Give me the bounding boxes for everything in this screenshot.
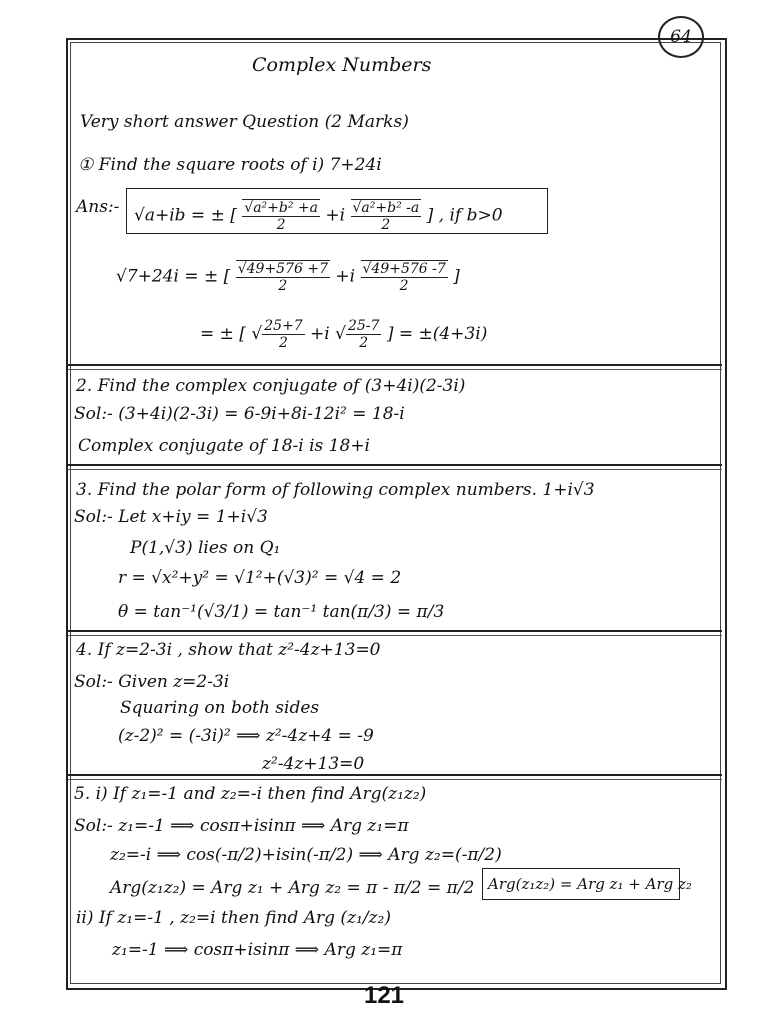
q3-question: 3. Find the polar form of following complex numbers. 1+i√3 <box>76 480 595 500</box>
q4-line2: (z-2)² = (-3i)² ⟹ z²-4z+4 = -9 <box>118 726 374 746</box>
q1-line2: √7+24i = ± [ $\frac{√49+576 +7}{2}$ +i $\frac{√49+576 -7}{2}$ ] <box>116 261 460 294</box>
page-title: Complex Numbers <box>252 54 432 76</box>
divider <box>68 469 722 470</box>
page-number: 121 <box>363 982 405 1009</box>
divider <box>68 635 722 636</box>
q3-line2: r = √x²+y² = √1²+(√3)² = √4 = 2 <box>118 568 402 588</box>
q5-line2: Arg(z₁z₂) = Arg z₁ + Arg z₂ = π - π/2 = π/2 <box>110 878 475 898</box>
q1-formula: √a+ib = ± [ $\frac{\text{√a²+b² +a}}{2}$ +i $\frac{\text{√a²+b² -a}}{2}$ ] , if b>0 <box>134 200 503 233</box>
q5-boxed-formula: Arg(z₁z₂) = Arg z₁ + Arg z₂ <box>488 875 692 893</box>
q5-solution: Sol:- z₁=-1 ⟹ cosπ+isinπ ⟹ Arg z₁=π <box>74 816 409 836</box>
q5-part2-line1: z₁=-1 ⟹ cosπ+isinπ ⟹ Arg z₁=π <box>112 940 403 960</box>
divider <box>68 369 722 370</box>
q1-line3: = ± [ √ $\frac{25+7}{2}$ +i √ $\frac{25-7}{2}$ ] = ±(4+3i) <box>200 318 488 351</box>
q4-line1: Squaring on both sides <box>120 698 320 718</box>
q3-solution: Sol:- Let x+iy = 1+i√3 <box>74 507 268 527</box>
q3-line3: θ = tan⁻¹(√3/1) = tan⁻¹ tan(π/3) = π/3 <box>118 602 445 622</box>
circled-page-number: 64 <box>658 16 704 58</box>
section-heading: Very short answer Question (2 Marks) <box>80 112 409 132</box>
divider <box>68 774 722 776</box>
q4-solution: Sol:- Given z=2-3i <box>74 672 230 692</box>
q4-question: 4. If z=2-3i , show that z²-4z+13=0 <box>76 640 381 660</box>
q2-answer: Complex conjugate of 18-i is 18+i <box>78 436 370 456</box>
q3-line1: P(1,√3) lies on Q₁ <box>130 538 281 558</box>
q2-question: 2. Find the complex conjugate of (3+4i)(2-3i) <box>76 376 466 396</box>
q1-ans-label: Ans:- <box>76 197 120 217</box>
q4-line3: z²-4z+13=0 <box>262 754 365 774</box>
q1-question: ① Find the square roots of i) 7+24i <box>78 155 382 175</box>
q2-solution: Sol:- (3+4i)(2-3i) = 6-9i+8i-12i² = 18-i <box>74 404 405 424</box>
divider <box>68 364 722 366</box>
divider <box>68 464 722 466</box>
q5-line1: z₂=-i ⟹ cos(-π/2)+isin(-π/2) ⟹ Arg z₂=(-π/2) <box>110 845 502 865</box>
divider <box>68 779 722 780</box>
q5-question: 5. i) If z₁=-1 and z₂=-i then find Arg(z₁z₂) <box>74 784 427 804</box>
divider <box>68 630 722 632</box>
q5-part2: ii) If z₁=-1 , z₂=i then find Arg (z₁/z₂) <box>76 908 391 928</box>
